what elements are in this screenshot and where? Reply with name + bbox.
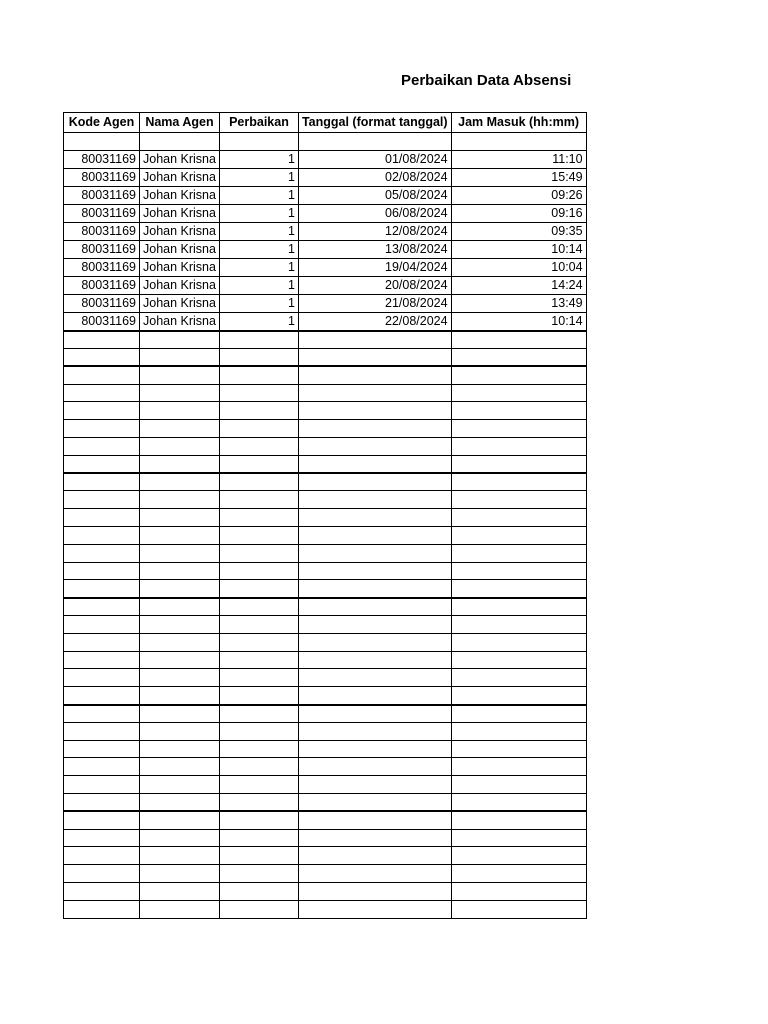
table-row	[64, 722, 587, 740]
cell-tanggal[interactable]	[298, 776, 451, 794]
cell-jam-masuk[interactable]	[451, 883, 586, 901]
cell-tanggal[interactable]: 19/04/2024	[298, 258, 451, 276]
page-title: Perbaikan Data Absensi	[401, 72, 572, 89]
cell-perbaikan[interactable]	[219, 705, 298, 723]
table-row	[64, 705, 587, 723]
cell-nama-agen[interactable]	[140, 384, 220, 402]
cell-jam-masuk[interactable]	[451, 473, 586, 491]
cell-tanggal[interactable]	[298, 651, 451, 669]
cell-kode-agen[interactable]	[64, 900, 140, 918]
cell-perbaikan[interactable]: 1	[219, 258, 298, 276]
cell-kode-agen[interactable]	[64, 349, 140, 367]
cell-kode-agen[interactable]	[64, 580, 140, 598]
cell-nama-agen[interactable]	[140, 562, 220, 580]
cell-perbaikan[interactable]	[219, 616, 298, 634]
cell-perbaikan[interactable]	[219, 740, 298, 758]
cell-perbaikan[interactable]	[219, 598, 298, 616]
table-row	[64, 794, 587, 812]
cell-nama-agen[interactable]	[140, 651, 220, 669]
cell-kode-agen[interactable]	[64, 776, 140, 794]
table-row	[64, 150, 587, 168]
cell-perbaikan[interactable]	[219, 722, 298, 740]
cell-nama-agen[interactable]: Johan Krisna	[140, 168, 220, 186]
table-row	[64, 598, 587, 616]
cell-perbaikan[interactable]: 1	[219, 222, 298, 240]
cell-tanggal[interactable]	[298, 633, 451, 651]
cell-tanggal[interactable]	[298, 349, 451, 367]
cell-tanggal[interactable]	[298, 758, 451, 776]
cell-perbaikan[interactable]	[219, 794, 298, 812]
cell-kode-agen[interactable]	[64, 705, 140, 723]
cell-kode-agen[interactable]: 80031169	[64, 294, 140, 312]
cell-perbaikan[interactable]	[219, 669, 298, 687]
cell-tanggal[interactable]	[298, 883, 451, 901]
cell-kode-agen[interactable]	[64, 651, 140, 669]
cell-tanggal[interactable]	[298, 740, 451, 758]
cell-nama-agen[interactable]	[140, 402, 220, 420]
cell-jam-masuk[interactable]: 10:04	[451, 258, 586, 276]
cell-nama-agen[interactable]	[140, 331, 220, 349]
table-row	[64, 527, 587, 545]
cell-nama-agen[interactable]	[140, 616, 220, 634]
cell-perbaikan[interactable]: 1	[219, 168, 298, 186]
cell-nama-agen[interactable]	[140, 794, 220, 812]
cell-nama-agen[interactable]	[140, 847, 220, 865]
cell-tanggal[interactable]	[298, 794, 451, 812]
column-header-jam-masuk: Jam Masuk (hh:mm)	[451, 113, 586, 133]
cell-jam-masuk[interactable]	[451, 865, 586, 883]
cell-tanggal[interactable]	[298, 562, 451, 580]
cell-perbaikan[interactable]	[219, 776, 298, 794]
cell-nama-agen[interactable]	[140, 527, 220, 545]
cell-jam-masuk[interactable]	[451, 633, 586, 651]
cell-tanggal[interactable]: 12/08/2024	[298, 222, 451, 240]
cell-perbaikan[interactable]	[219, 402, 298, 420]
cell-kode-agen[interactable]	[64, 455, 140, 473]
table-row	[64, 349, 587, 367]
cell-nama-agen[interactable]	[140, 811, 220, 829]
table-row	[64, 811, 587, 829]
cell-nama-agen[interactable]	[140, 633, 220, 651]
cell-jam-masuk[interactable]	[451, 794, 586, 812]
table-row	[64, 562, 587, 580]
cell-tanggal[interactable]: 05/08/2024	[298, 186, 451, 204]
cell-kode-agen[interactable]	[64, 420, 140, 438]
cell-jam-masuk[interactable]: 09:16	[451, 204, 586, 222]
cell-kode-agen[interactable]	[64, 562, 140, 580]
cell-nama-agen[interactable]	[140, 491, 220, 509]
cell-tanggal[interactable]: 02/08/2024	[298, 168, 451, 186]
table-row	[64, 883, 587, 901]
cell-perbaikan[interactable]	[219, 544, 298, 562]
cell-nama-agen[interactable]	[140, 455, 220, 473]
cell-nama-agen[interactable]	[140, 865, 220, 883]
table-row	[64, 276, 587, 294]
column-header-nama-agen: Nama Agen	[140, 113, 220, 133]
cell-perbaikan[interactable]	[219, 811, 298, 829]
cell-jam-masuk[interactable]: 09:26	[451, 186, 586, 204]
cell-tanggal[interactable]	[298, 598, 451, 616]
cell-nama-agen[interactable]: Johan Krisna	[140, 204, 220, 222]
cell-jam-masuk[interactable]	[451, 366, 586, 384]
cell-nama-agen[interactable]: Johan Krisna	[140, 150, 220, 168]
cell-perbaikan[interactable]: 1	[219, 150, 298, 168]
cell-jam-masuk[interactable]	[451, 758, 586, 776]
column-header-perbaikan: Perbaikan	[219, 113, 298, 133]
table-row	[64, 438, 587, 456]
cell-jam-masuk[interactable]	[451, 384, 586, 402]
cell-kode-agen[interactable]: 80031169	[64, 168, 140, 186]
cell-tanggal[interactable]	[298, 473, 451, 491]
cell-tanggal[interactable]	[298, 420, 451, 438]
cell-nama-agen[interactable]	[140, 133, 220, 151]
cell-nama-agen[interactable]: Johan Krisna	[140, 258, 220, 276]
cell-nama-agen[interactable]	[140, 776, 220, 794]
cell-jam-masuk[interactable]	[451, 598, 586, 616]
cell-jam-masuk[interactable]	[451, 527, 586, 545]
cell-nama-agen[interactable]: Johan Krisna	[140, 186, 220, 204]
cell-kode-agen[interactable]: 80031169	[64, 240, 140, 258]
table-row	[64, 240, 587, 258]
cell-perbaikan[interactable]	[219, 847, 298, 865]
cell-nama-agen[interactable]	[140, 669, 220, 687]
table-row	[64, 402, 587, 420]
cell-nama-agen[interactable]	[140, 598, 220, 616]
cell-nama-agen[interactable]: Johan Krisna	[140, 294, 220, 312]
cell-perbaikan[interactable]	[219, 883, 298, 901]
table-row	[64, 847, 587, 865]
column-header-kode-agen: Kode Agen	[64, 113, 140, 133]
cell-jam-masuk[interactable]	[451, 509, 586, 527]
header-row	[64, 113, 587, 133]
cell-perbaikan[interactable]	[219, 865, 298, 883]
cell-tanggal[interactable]: 01/08/2024	[298, 150, 451, 168]
cell-jam-masuk[interactable]	[451, 544, 586, 562]
cell-jam-masuk[interactable]	[451, 438, 586, 456]
cell-jam-masuk[interactable]	[451, 740, 586, 758]
cell-perbaikan[interactable]	[219, 366, 298, 384]
cell-nama-agen[interactable]	[140, 349, 220, 367]
cell-perbaikan[interactable]	[219, 384, 298, 402]
cell-jam-masuk[interactable]	[451, 776, 586, 794]
table-row	[64, 455, 587, 473]
cell-perbaikan[interactable]	[219, 562, 298, 580]
cell-jam-masuk[interactable]	[451, 705, 586, 723]
cell-kode-agen[interactable]	[64, 598, 140, 616]
cell-tanggal[interactable]	[298, 491, 451, 509]
cell-jam-masuk[interactable]	[451, 616, 586, 634]
cell-kode-agen[interactable]: 80031169	[64, 276, 140, 294]
cell-tanggal[interactable]	[298, 455, 451, 473]
cell-nama-agen[interactable]	[140, 420, 220, 438]
cell-tanggal[interactable]	[298, 509, 451, 527]
cell-tanggal[interactable]	[298, 669, 451, 687]
cell-nama-agen[interactable]	[140, 758, 220, 776]
attendance-correction-table	[63, 112, 587, 919]
cell-tanggal[interactable]	[298, 384, 451, 402]
cell-tanggal[interactable]	[298, 847, 451, 865]
cell-nama-agen[interactable]	[140, 544, 220, 562]
table-row	[64, 366, 587, 384]
cell-kode-agen[interactable]	[64, 473, 140, 491]
cell-tanggal[interactable]	[298, 331, 451, 349]
cell-perbaikan[interactable]	[219, 900, 298, 918]
table-row	[64, 829, 587, 847]
cell-nama-agen[interactable]: Johan Krisna	[140, 312, 220, 331]
cell-perbaikan[interactable]	[219, 420, 298, 438]
cell-kode-agen[interactable]	[64, 811, 140, 829]
cell-kode-agen[interactable]: 80031169	[64, 258, 140, 276]
table-row	[64, 544, 587, 562]
cell-nama-agen[interactable]: Johan Krisna	[140, 276, 220, 294]
cell-perbaikan[interactable]: 1	[219, 294, 298, 312]
table-row	[64, 204, 587, 222]
table-row	[64, 222, 587, 240]
cell-perbaikan[interactable]: 1	[219, 204, 298, 222]
cell-kode-agen[interactable]	[64, 438, 140, 456]
cell-kode-agen[interactable]: 80031169	[64, 222, 140, 240]
cell-jam-masuk[interactable]	[451, 651, 586, 669]
cell-jam-masuk[interactable]	[451, 455, 586, 473]
cell-kode-agen[interactable]: 80031169	[64, 204, 140, 222]
cell-tanggal[interactable]	[298, 438, 451, 456]
table-row	[64, 133, 587, 151]
table-row	[64, 865, 587, 883]
table-row	[64, 776, 587, 794]
cell-perbaikan[interactable]	[219, 651, 298, 669]
cell-nama-agen[interactable]	[140, 740, 220, 758]
cell-tanggal[interactable]	[298, 527, 451, 545]
cell-tanggal[interactable]	[298, 829, 451, 847]
cell-tanggal[interactable]	[298, 811, 451, 829]
cell-jam-masuk[interactable]	[451, 562, 586, 580]
cell-kode-agen[interactable]	[64, 133, 140, 151]
cell-kode-agen[interactable]	[64, 491, 140, 509]
cell-kode-agen[interactable]	[64, 633, 140, 651]
cell-perbaikan[interactable]: 1	[219, 186, 298, 204]
cell-jam-masuk[interactable]	[451, 829, 586, 847]
cell-perbaikan[interactable]	[219, 455, 298, 473]
cell-kode-agen[interactable]: 80031169	[64, 186, 140, 204]
cell-perbaikan[interactable]: 1	[219, 240, 298, 258]
cell-jam-masuk[interactable]	[451, 420, 586, 438]
table-row	[64, 473, 587, 491]
cell-jam-masuk[interactable]	[451, 811, 586, 829]
cell-jam-masuk[interactable]: 11:10	[451, 150, 586, 168]
table-row	[64, 491, 587, 509]
cell-kode-agen[interactable]	[64, 544, 140, 562]
cell-jam-masuk[interactable]	[451, 491, 586, 509]
cell-tanggal[interactable]: 13/08/2024	[298, 240, 451, 258]
table-row	[64, 580, 587, 598]
cell-perbaikan[interactable]	[219, 633, 298, 651]
cell-tanggal[interactable]	[298, 687, 451, 705]
cell-jam-masuk[interactable]	[451, 900, 586, 918]
cell-kode-agen[interactable]: 80031169	[64, 312, 140, 331]
cell-nama-agen[interactable]	[140, 883, 220, 901]
cell-kode-agen[interactable]	[64, 402, 140, 420]
cell-jam-masuk[interactable]	[451, 402, 586, 420]
table-row	[64, 758, 587, 776]
cell-jam-masuk[interactable]	[451, 669, 586, 687]
cell-perbaikan[interactable]: 1	[219, 312, 298, 331]
table-row	[64, 687, 587, 705]
cell-jam-masuk[interactable]	[451, 847, 586, 865]
cell-tanggal[interactable]: 20/08/2024	[298, 276, 451, 294]
cell-kode-agen[interactable]	[64, 829, 140, 847]
cell-jam-masuk[interactable]	[451, 133, 586, 151]
cell-kode-agen[interactable]	[64, 865, 140, 883]
table-row	[64, 509, 587, 527]
cell-perbaikan[interactable]	[219, 580, 298, 598]
cell-kode-agen[interactable]	[64, 527, 140, 545]
cell-jam-masuk[interactable]	[451, 331, 586, 349]
table-row	[64, 669, 587, 687]
cell-kode-agen[interactable]	[64, 740, 140, 758]
table-row	[64, 633, 587, 651]
cell-kode-agen[interactable]	[64, 883, 140, 901]
cell-nama-agen[interactable]	[140, 829, 220, 847]
table-row	[64, 294, 587, 312]
cell-nama-agen[interactable]	[140, 722, 220, 740]
cell-perbaikan[interactable]	[219, 527, 298, 545]
cell-jam-masuk[interactable]: 10:14	[451, 312, 586, 331]
cell-tanggal[interactable]	[298, 705, 451, 723]
cell-jam-masuk[interactable]: 15:49	[451, 168, 586, 186]
table-row	[64, 168, 587, 186]
cell-tanggal[interactable]: 21/08/2024	[298, 294, 451, 312]
cell-tanggal[interactable]	[298, 616, 451, 634]
column-header-tanggal: Tanggal (format tanggal)	[298, 113, 451, 133]
cell-perbaikan[interactable]: 1	[219, 276, 298, 294]
cell-jam-masuk[interactable]	[451, 580, 586, 598]
cell-nama-agen[interactable]	[140, 366, 220, 384]
cell-tanggal[interactable]	[298, 865, 451, 883]
cell-nama-agen[interactable]	[140, 580, 220, 598]
cell-kode-agen[interactable]	[64, 616, 140, 634]
cell-nama-agen[interactable]	[140, 705, 220, 723]
table-row	[64, 258, 587, 276]
cell-tanggal[interactable]	[298, 133, 451, 151]
cell-kode-agen[interactable]	[64, 384, 140, 402]
cell-kode-agen[interactable]	[64, 722, 140, 740]
cell-perbaikan[interactable]	[219, 438, 298, 456]
cell-jam-masuk[interactable]: 10:14	[451, 240, 586, 258]
cell-jam-masuk[interactable]	[451, 349, 586, 367]
cell-nama-agen[interactable]	[140, 509, 220, 527]
cell-perbaikan[interactable]	[219, 509, 298, 527]
cell-kode-agen[interactable]	[64, 331, 140, 349]
cell-tanggal[interactable]	[298, 580, 451, 598]
cell-kode-agen[interactable]	[64, 794, 140, 812]
table-body	[64, 133, 587, 919]
cell-jam-masuk[interactable]: 13:49	[451, 294, 586, 312]
cell-kode-agen[interactable]	[64, 509, 140, 527]
cell-kode-agen[interactable]	[64, 847, 140, 865]
table-row	[64, 420, 587, 438]
cell-kode-agen[interactable]	[64, 366, 140, 384]
table-row	[64, 900, 587, 918]
table-row	[64, 651, 587, 669]
cell-tanggal[interactable]	[298, 366, 451, 384]
table-row	[64, 312, 587, 331]
cell-tanggal[interactable]: 06/08/2024	[298, 204, 451, 222]
table-row	[64, 740, 587, 758]
cell-perbaikan[interactable]	[219, 687, 298, 705]
cell-tanggal[interactable]: 22/08/2024	[298, 312, 451, 331]
cell-perbaikan[interactable]	[219, 758, 298, 776]
cell-kode-agen[interactable]: 80031169	[64, 150, 140, 168]
cell-perbaikan[interactable]	[219, 133, 298, 151]
cell-perbaikan[interactable]	[219, 473, 298, 491]
cell-nama-agen[interactable]	[140, 473, 220, 491]
cell-tanggal[interactable]	[298, 402, 451, 420]
table-row	[64, 616, 587, 634]
cell-nama-agen[interactable]	[140, 900, 220, 918]
cell-nama-agen[interactable]: Johan Krisna	[140, 222, 220, 240]
cell-tanggal[interactable]	[298, 722, 451, 740]
cell-kode-agen[interactable]	[64, 758, 140, 776]
cell-perbaikan[interactable]	[219, 349, 298, 367]
table-row	[64, 331, 587, 349]
cell-kode-agen[interactable]	[64, 687, 140, 705]
cell-jam-masuk[interactable]	[451, 722, 586, 740]
cell-nama-agen[interactable]: Johan Krisna	[140, 240, 220, 258]
cell-jam-masuk[interactable]	[451, 687, 586, 705]
cell-perbaikan[interactable]	[219, 331, 298, 349]
cell-jam-masuk[interactable]: 14:24	[451, 276, 586, 294]
cell-nama-agen[interactable]	[140, 438, 220, 456]
cell-jam-masuk[interactable]: 09:35	[451, 222, 586, 240]
cell-perbaikan[interactable]	[219, 491, 298, 509]
cell-nama-agen[interactable]	[140, 687, 220, 705]
table-row	[64, 186, 587, 204]
cell-kode-agen[interactable]	[64, 669, 140, 687]
table-row	[64, 384, 587, 402]
cell-perbaikan[interactable]	[219, 829, 298, 847]
cell-tanggal[interactable]	[298, 544, 451, 562]
cell-tanggal[interactable]	[298, 900, 451, 918]
